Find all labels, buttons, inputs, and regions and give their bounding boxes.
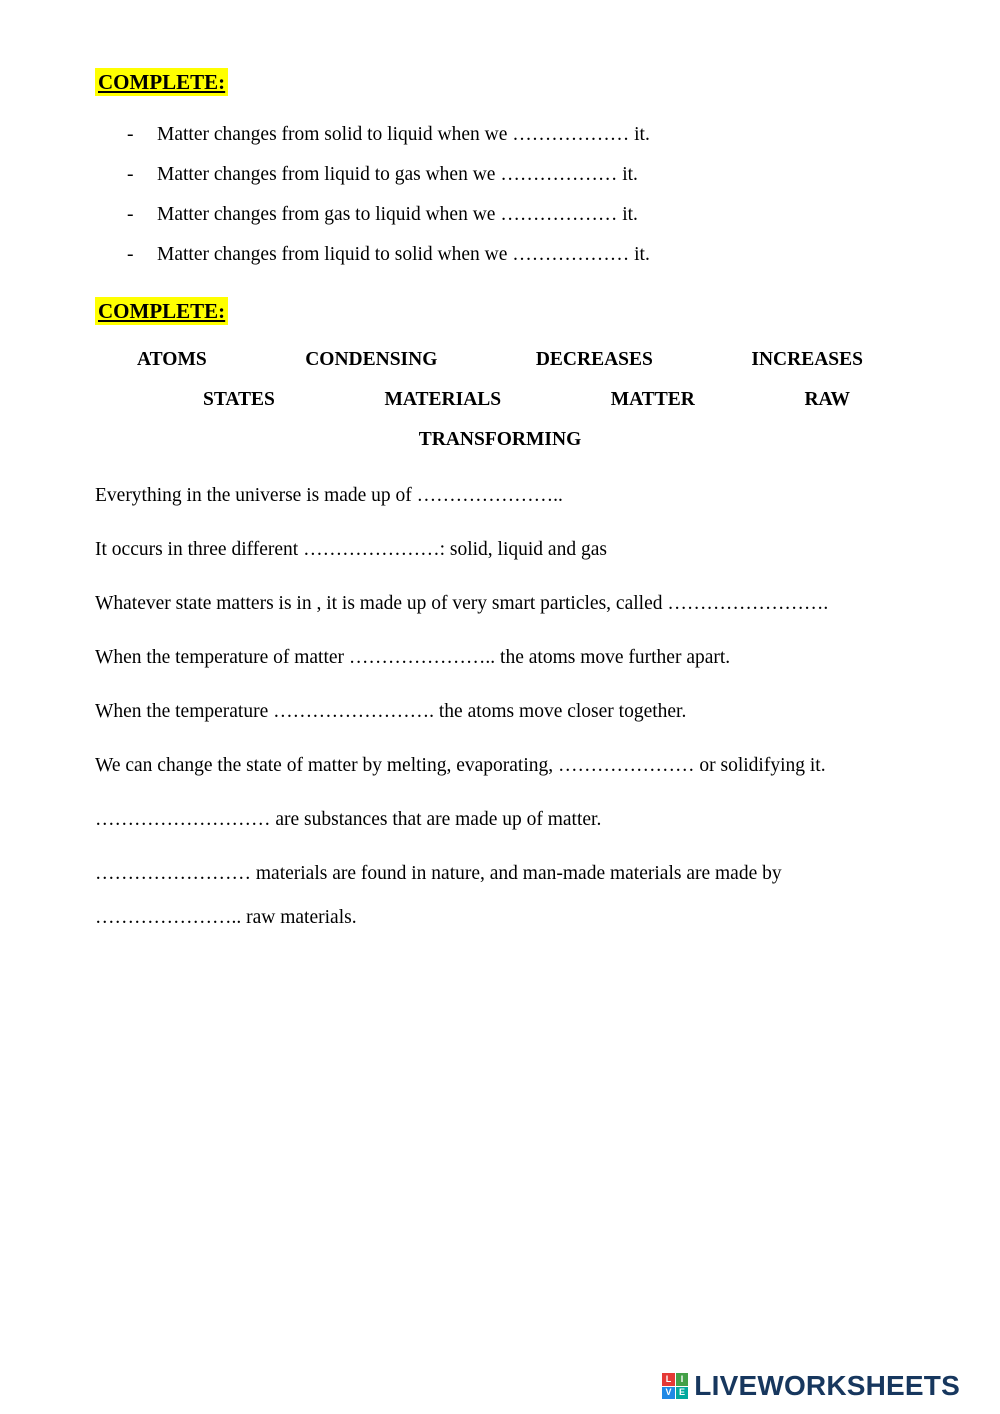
word-bank-word: DECREASES <box>535 349 653 370</box>
list-item <box>127 115 905 155</box>
word-bank-word: CONDENSING <box>305 349 438 370</box>
list-item-text: Matter changes from liquid to solid when we ……………… it. <box>157 244 650 265</box>
dash-bullet: - <box>127 124 134 145</box>
fill-in-list <box>127 115 905 275</box>
section2-heading: COMPLETE: <box>95 297 228 325</box>
list-item-text: Matter changes from liquid to gas when we ……………… it. <box>157 164 638 185</box>
dash-bullet: - <box>127 244 134 265</box>
word-bank-word: MATTER <box>610 389 695 410</box>
word-bank-row-2 <box>95 380 905 420</box>
logo-tile-e: E <box>676 1387 689 1400</box>
dash-bullet: - <box>127 204 134 225</box>
word-bank-word: ATOMS <box>137 349 207 370</box>
list-item-text: Matter changes from solid to liquid when we ……………… it. <box>157 124 650 145</box>
word-bank-word: STATES <box>203 389 275 410</box>
word-bank-word: MATERIALS <box>384 389 502 410</box>
list-item-text: Matter changes from gas to liquid when we ……………… it. <box>157 204 638 225</box>
paragraph: It occurs in three different …………………: solid, liquid and gas <box>95 539 607 560</box>
paragraph: We can change the state of matter by melting, evaporating, ………………… or solidifying it. <box>95 755 826 776</box>
paragraph: ……………………… are substances that are made up of matter. <box>95 809 602 830</box>
logo-tile-l: L <box>662 1373 675 1386</box>
word-bank-row-1 <box>95 340 905 380</box>
list-item <box>127 155 905 195</box>
paragraph: When the temperature ……………………. the atoms move closer together. <box>95 701 687 722</box>
liveworksheets-brand[interactable] <box>662 1370 960 1402</box>
word-bank <box>95 340 905 460</box>
list-item <box>127 235 905 275</box>
paragraph: Whatever state matters is in , it is made up of very smart particles, called ……………………. <box>95 593 829 614</box>
word-bank-word: TRANSFORMING <box>418 429 582 450</box>
paragraph: When the temperature of matter ………………….. the atoms move further apart. <box>95 647 731 668</box>
word-bank-word: INCREASES <box>751 349 863 370</box>
logo-tile-i: I <box>676 1373 689 1386</box>
section1-heading: COMPLETE: <box>95 68 228 96</box>
paragraph: Everything in the universe is made up of ………………….. <box>95 485 563 506</box>
word-bank-row-3 <box>95 420 905 460</box>
liveworksheets-wordmark: LIVEWORKSHEETS <box>694 1370 960 1401</box>
dash-bullet: - <box>127 164 134 185</box>
paragraph: …………………… materials are found in nature, and man-made materials are made by ………………….. raw materials. <box>95 863 782 928</box>
list-item <box>127 195 905 235</box>
section2-heading-row <box>95 299 905 324</box>
word-bank-word: RAW <box>804 389 850 410</box>
fill-in-paragraphs <box>95 474 905 940</box>
section1-heading-row <box>95 70 905 95</box>
logo-tile-v: V <box>662 1387 675 1400</box>
liveworksheets-logo-icon <box>662 1373 688 1399</box>
